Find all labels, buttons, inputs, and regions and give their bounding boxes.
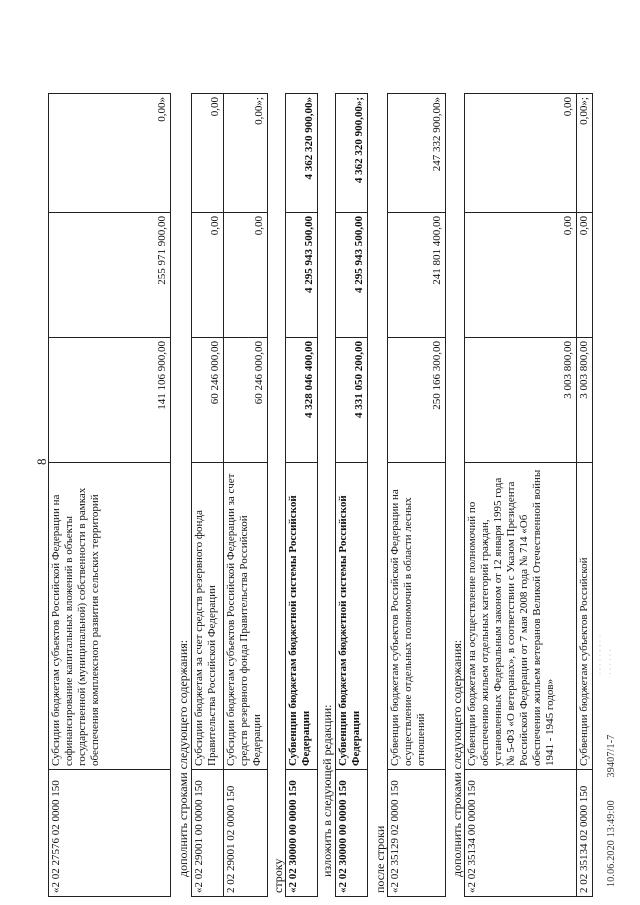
row-value-2020: 60 246 000,00 <box>224 338 268 463</box>
budget-table-block-6 <box>464 93 593 897</box>
row-value-2021: 0,00 <box>192 213 224 338</box>
table-row <box>224 94 268 897</box>
budget-table-block-5 <box>387 93 446 897</box>
row-code: «2 02 35134 00 0000 150 <box>465 770 577 897</box>
row-value-2022: 247 332 900,00» <box>388 94 446 213</box>
row-name: Субвенции бюджетам на осуществление полномочий по обеспечению жильем отдельных категорий граждан, установленных Федеральным законом от 12 января 1995 года № 5-ФЗ «О ветеранах», в соответствии с Указом Президента Российской Федерации от 7 мая 2008 года № 714 «Об обеспечении жильем ветеранов Великой Отечественной войны 1941 - 1945 годов» <box>465 463 577 770</box>
row-value-2022: 0,00» <box>49 94 171 213</box>
row-value-2021: 4 295 943 500,00 <box>286 213 318 338</box>
footer-doc-id: 39407/1-7 <box>606 734 617 778</box>
row-name: Субсидии бюджетам субъектов Российской Федерации на софинансирование капитальных вложений в объекты государственной (муниципальной) собственности в рамках обеспечения комплексного развития сельских территорий <box>49 463 171 770</box>
row-value-2021: 0,00 <box>577 213 593 338</box>
page-number: 8 <box>34 458 49 465</box>
table-row <box>49 94 171 897</box>
row-code: «2 02 30000 00 0000 150 <box>286 770 318 897</box>
row-code: «2 02 35129 02 0000 150 <box>388 770 446 897</box>
instruction-label: дополнить строками следующего содержания: <box>450 639 464 877</box>
budget-table-block-3 <box>285 93 318 897</box>
row-value-2020: 4 331 050 200,00 <box>336 338 368 463</box>
row-code: 2 02 29001 02 0000 150 <box>224 770 268 897</box>
row-value-2021: 0,00 <box>465 213 577 338</box>
row-value-2022: 4 362 320 900,00»; <box>336 94 368 213</box>
row-value-2022: 4 362 320 900,00» <box>286 94 318 213</box>
row-value-2020: 3 003 800,00 <box>465 338 577 463</box>
row-name: Субвенции бюджетам субъектов Российской <box>577 463 593 770</box>
row-value-2022: 0,00»; <box>577 94 593 213</box>
row-value-2020: 60 246 000,00 <box>192 338 224 463</box>
row-value-2021: 4 295 943 500,00 <box>336 213 368 338</box>
table-row <box>286 94 318 897</box>
row-value-2021: 0,00 <box>224 213 268 338</box>
row-name: Субсидии бюджетам за счет средств резервного фонда Правительства Российской Федерации <box>192 463 224 770</box>
table-row <box>465 94 577 897</box>
row-name: Субвенции бюджетам бюджетной системы Российской Федерации <box>336 463 368 770</box>
footer-datetime: 10.06.2020 13:49:00 <box>606 800 617 887</box>
budget-table-block-2 <box>191 93 268 897</box>
row-value-2021: 255 971 900,00 <box>49 213 171 338</box>
row-value-2020: 141 106 900,00 <box>49 338 171 463</box>
instruction-label: дополнить строками следующего содержания: <box>176 639 190 877</box>
row-value-2020: 250 166 300,00 <box>388 338 446 463</box>
row-value-2022: 0,00»; <box>224 94 268 213</box>
row-value-2020: 4 328 046 400,00 <box>286 338 318 463</box>
row-name: Субсидии бюджетам субъектов Российской Федерации за счет средств резервного фонда Правительства Российской Федерации <box>224 463 268 770</box>
budget-table-block-4 <box>335 93 368 897</box>
row-code: «2 02 30000 00 0000 150 <box>336 770 368 897</box>
instruction-label: после строки <box>373 825 387 893</box>
table-row <box>577 94 593 897</box>
row-code: 2 02 35134 02 0000 150 <box>577 770 593 897</box>
row-name: Субвенции бюджетам субъектов Российской Федерации на осуществление отдельных полномочий в области лесных отношений <box>388 463 446 770</box>
table-row <box>192 94 224 897</box>
row-code: «2 02 27576 02 0000 150 <box>49 770 171 897</box>
row-value-2022: 0,00 <box>465 94 577 213</box>
instruction-label: изложить в следующей редакции: <box>320 704 334 877</box>
row-name: Субвенции бюджетам бюджетной системы Российской Федерации <box>286 463 318 770</box>
row-value-2020: 3 003 800,00 <box>577 338 593 463</box>
budget-table-block-1 <box>48 93 171 897</box>
row-value-2021: 241 801 400,00 <box>388 213 446 338</box>
document-footer <box>606 715 617 887</box>
faint-stamp: · · · · · · · · · · · · · · · <box>596 635 615 675</box>
table-row <box>336 94 368 897</box>
row-code: «2 02 29001 00 0000 150 <box>192 770 224 897</box>
row-value-2022: 0,00 <box>192 94 224 213</box>
table-row <box>388 94 446 897</box>
instruction-label: строку <box>271 858 285 893</box>
